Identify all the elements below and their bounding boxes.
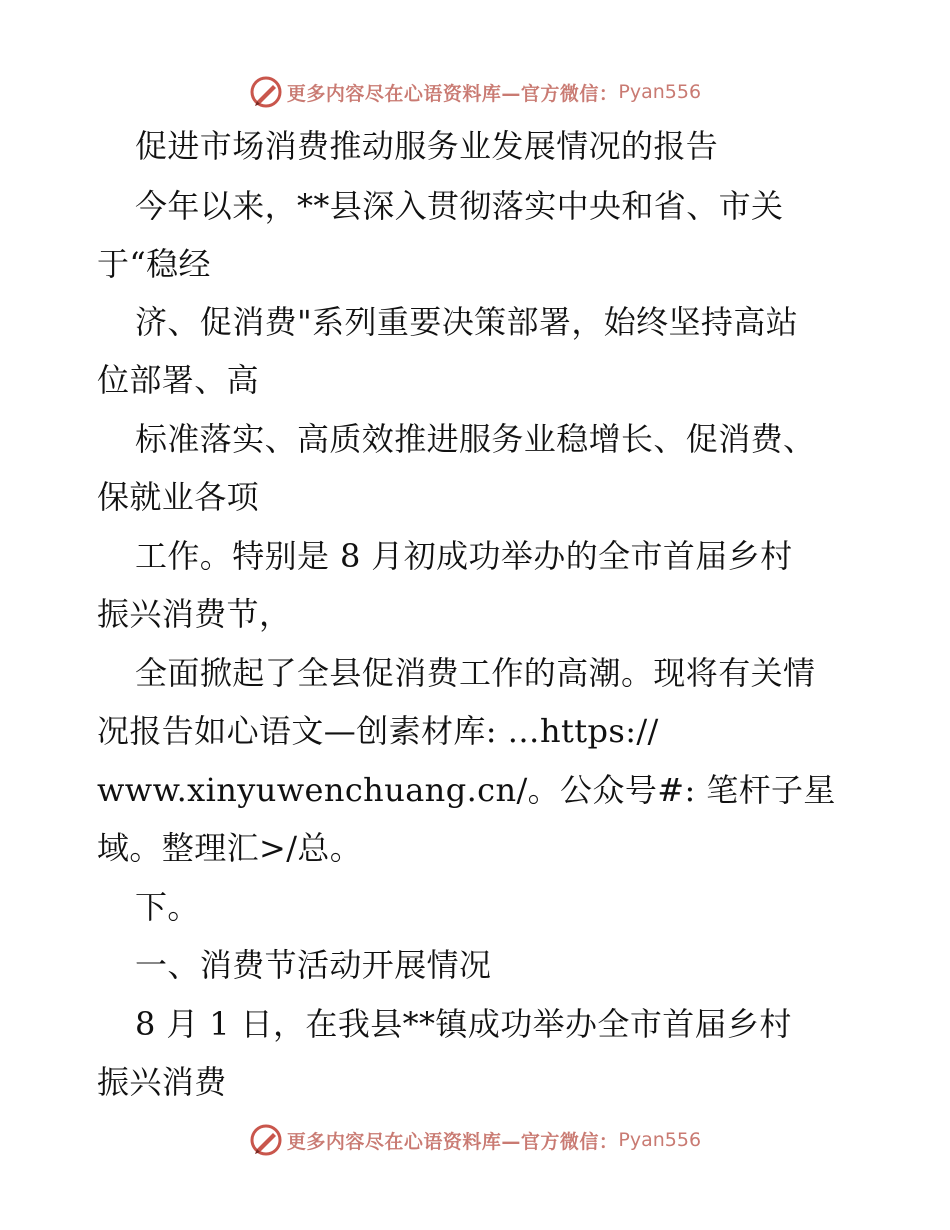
wechat-id: Pyan556 [618, 81, 702, 103]
section-heading: 一、消费节活动开展情况 [135, 946, 492, 984]
paragraph-line: 8 月 1 日，在我县**镇成功举办全市首届乡村 [135, 1005, 792, 1043]
paragraph-line: 济、促消费"系列重要决策部署，始终坚持高站 [135, 303, 799, 341]
banner-text: 更多内容尽在心语资料库—官方微信： [286, 1130, 619, 1153]
paragraph-line: 保就业各项 [97, 478, 260, 516]
header-banner [0, 72, 950, 112]
document-title: 促进市场消费推动服务业发展情况的报告 [135, 127, 719, 165]
paragraph-line: 况报告如心语文—创素材库: …https:// [97, 712, 659, 750]
paragraph-line: 标准落实、高质效推进服务业稳增长、促消费、 [135, 420, 816, 458]
paragraph-line: 域。整理汇>/总。 [97, 829, 363, 867]
paragraph-line: 工作。特别是 8 月初成功举办的全市首届乡村 [135, 537, 793, 575]
paragraph-line: 下。 [135, 888, 200, 926]
wechat-id: Pyan556 [618, 1129, 702, 1151]
banner-text: 更多内容尽在心语资料库—官方微信： [286, 82, 619, 105]
footer-banner [0, 1120, 950, 1160]
paragraph-line: 振兴消费 [97, 1063, 227, 1101]
paragraph-line: www.xinyuwenchuang.cn/。公众号#: 笔杆子星 [97, 771, 836, 809]
pen-logo-icon [249, 75, 283, 109]
pen-logo-icon [249, 1123, 283, 1157]
paragraph-line: 今年以来，**县深入贯彻落实中央和省、市关 [135, 187, 784, 225]
paragraph-line: 于“稳经 [97, 245, 211, 283]
paragraph-line: 位部署、高 [97, 361, 260, 399]
paragraph-line: 振兴消费节， [97, 595, 292, 633]
paragraph-line: 全面掀起了全县促消费工作的高潮。现将有关情 [135, 654, 816, 692]
